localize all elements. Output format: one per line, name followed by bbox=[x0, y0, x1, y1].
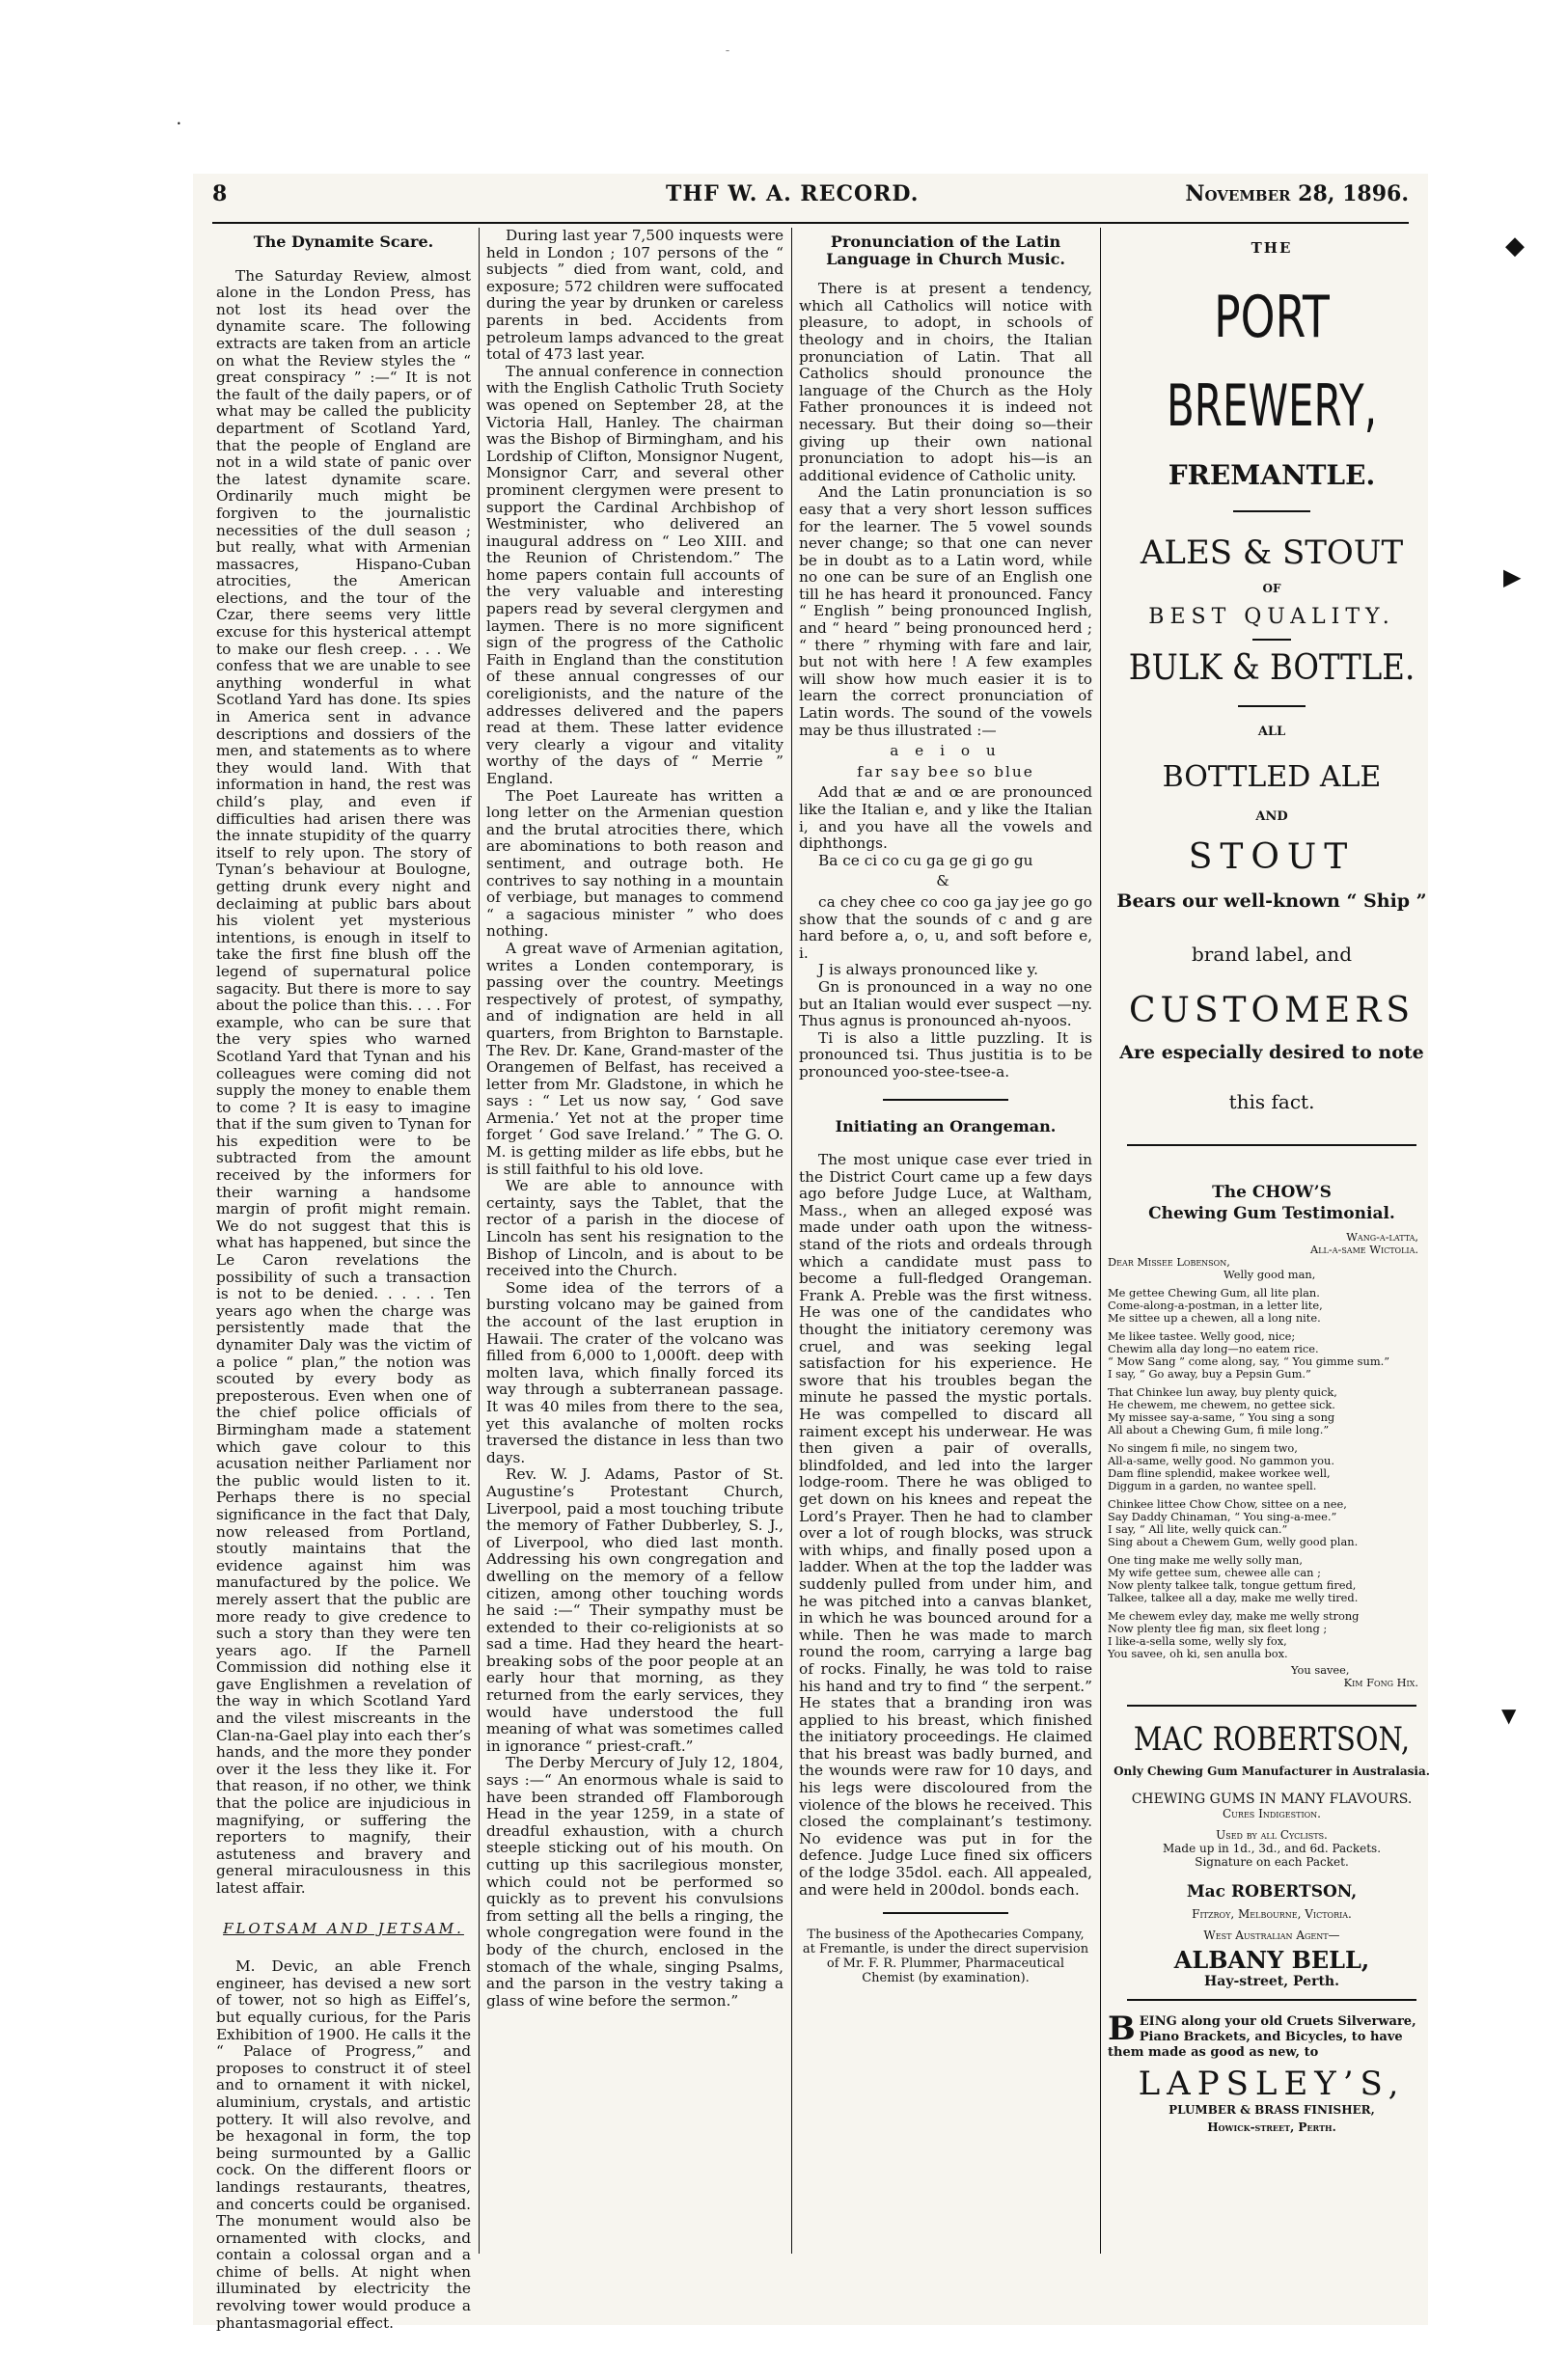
ad-and: AND bbox=[1255, 809, 1288, 824]
ad-divider bbox=[1252, 639, 1291, 641]
ad-separator bbox=[1127, 1144, 1416, 1146]
article-paragraph: The annual conference in connection with the English Catholic Truth Society was opened on September 28, at the Victoria Hall, Hanley. The chairman was the Bishop of Birmingham, and his Lordship of Clifton, Monsignor Nugent, Monsignor Carr, and several other prominent clergymen were present to support the Cardinal Archbishop of Westminister, who delivered an inaugural address on “ Leo XIII. and the Reunion of Christendom.” The home papers contain full accounts of the very valuable and interesting papers read by several clergymen and laymen. There is no more significent sign of the progress of the Catholic Faith in England than the constitution of these annual congresses of our coreligionists, and the nature of the addresses delivered and the papers read at them. These latter evidence very clearly a vigour and vitality worthy of the days of “ Merrie ” England. bbox=[486, 362, 784, 787]
poem-line: Diggum in a garden, no wantee spell. bbox=[1108, 1479, 1317, 1492]
poem-signature: Kim Fong Hix. bbox=[1343, 1676, 1418, 1689]
ad-the: THE bbox=[1251, 239, 1293, 257]
speck-mark: – bbox=[726, 46, 729, 55]
ad-brand-label: brand label, and bbox=[1191, 943, 1352, 966]
ad-best-quality: BEST QUALITY. bbox=[1148, 605, 1395, 629]
ad-agent: West Australian Agent— bbox=[1203, 1929, 1340, 1942]
poem-line: Chinkee littee Chow Chow, sittee on a nee, bbox=[1108, 1497, 1347, 1511]
poem-line: My wife gettee sum, chewee alle can ; bbox=[1108, 1566, 1321, 1579]
syllable-line: Ba ce ci co cu ga ge gi go gu bbox=[818, 851, 1033, 869]
business-notice: The business of the Apothecaries Company, at Fremantle, is under the direct supervision of Mr. F. R. Plummer, Pharmaceutical Chemist (by examination). bbox=[802, 1928, 1089, 1986]
ampersand: & bbox=[936, 872, 955, 890]
poem-line: Dam fline splendid, makee workee well, bbox=[1108, 1466, 1331, 1480]
article-paragraph: Ti is also a little puzzling. It is pronounced tsi. Thus justitia is to be pronounced yoo-stee-tsee-a. bbox=[799, 1028, 1092, 1081]
article-heading: Pronunciation of the Latin Language in Church Music. bbox=[826, 233, 1065, 268]
ad-chewing-gums: CHEWING GUMS IN MANY FLAVOURS. bbox=[1131, 1792, 1413, 1807]
drop-cap: B bbox=[1108, 2010, 1136, 2048]
speck-mark: • bbox=[177, 120, 181, 128]
poem-line: My missee say-a-same, “ You sing a song bbox=[1108, 1410, 1335, 1424]
article-heading: The Dynamite Scare. bbox=[253, 233, 434, 251]
testimonial-poem bbox=[1108, 1231, 1436, 1689]
poem-line: One ting make me welly solly man, bbox=[1108, 1553, 1303, 1567]
column-2 bbox=[486, 228, 784, 2273]
poem-stanza bbox=[1108, 1610, 1436, 1660]
ad-chow-title: The CHOW’S bbox=[1212, 1183, 1332, 1202]
poem-stanza bbox=[1108, 1330, 1436, 1381]
ad-signature-each: Signature on each Packet. bbox=[1195, 1855, 1349, 1869]
column-rule bbox=[791, 228, 792, 2254]
vowel-list: a e i o u bbox=[890, 742, 1002, 760]
column-rule bbox=[479, 228, 480, 2254]
section-divider bbox=[883, 1099, 1008, 1101]
ad-being-text: EING along your old Cruets Silverware, Piano Brackets, and Bicycles, to have them made as good as new, to bbox=[1108, 2014, 1416, 2060]
issue-date: November 28, 1896. bbox=[1185, 181, 1409, 206]
poem-line: Me chewem evley day, make me welly strong bbox=[1108, 1609, 1360, 1623]
poem-line: All-a-same, welly good. No gammon you. bbox=[1108, 1454, 1334, 1467]
ad-divider bbox=[1233, 510, 1310, 512]
ad-chow-subtitle: Chewing Gum Testimonial. bbox=[1148, 1204, 1395, 1223]
vowel-sounds: far say bee so blue bbox=[857, 762, 1034, 780]
ad-bulk-bottle: BULK & BOTTLE. bbox=[1128, 648, 1416, 688]
binding-mark: ▶ bbox=[1503, 563, 1522, 590]
article-paragraph: Some idea of the terrors of a bursting volcano may be gained from the account of the last eruption in Hawaii. The crater of the volcano was filled from 6,000 to 1,000ft. deep with molten lava, which finally forced its way through a subterranean passage. It was 40 miles from there to the sea, yet this avalanche of molten rocks traversed the distance in less than two days. bbox=[486, 1278, 784, 1466]
poem-line: No singem fi mile, no singem two, bbox=[1108, 1441, 1298, 1455]
ad-plumber: PLUMBER & BRASS FINISHER, bbox=[1168, 2103, 1375, 2117]
ad-brewery: BREWERY, bbox=[1166, 372, 1378, 440]
letter-place: All-a-same Wictolia. bbox=[1310, 1243, 1418, 1256]
poem-line: Me gettee Chewing Gum, all lite plan. bbox=[1108, 1286, 1320, 1299]
section-divider bbox=[883, 1912, 1008, 1914]
ad-lapsley: LAPSLEY’S, bbox=[1138, 2065, 1406, 2103]
binding-mark: ▼ bbox=[1501, 1704, 1517, 1727]
ad-fact: this fact. bbox=[1228, 1090, 1315, 1113]
article-paragraph: Add that æ and œ are pronounced like the Italian e, and y like the Italian i, and you have all the vowels and diphthongs. bbox=[799, 783, 1092, 853]
advertisement-column bbox=[1108, 228, 1436, 2134]
binding-mark: ◆ bbox=[1505, 232, 1525, 260]
poem-line: Me sittee up a chewen, all a long nite. bbox=[1108, 1311, 1321, 1325]
poem-line: “ Mow Sang ” come along, say, “ You gimme sum.” bbox=[1108, 1354, 1390, 1368]
ad-used: Used by all Cyclists. bbox=[1216, 1828, 1328, 1842]
ad-mac-robertson-2: Mac ROBERTSON, bbox=[1186, 1882, 1358, 1901]
article-heading: Initiating an Orangeman. bbox=[835, 1116, 1057, 1135]
article-paragraph: And the Latin pronunciation is so easy that a very short lesson suffices for the learner. The 5 vowel sounds never change; so that one can never be in doubt as to a Latin word, while no one can be sure of an English one till he has heard it pronounced. Fancy “ English ” being pronounced Inglish, and “ heard ” being pronounced herd ; “ there ” rhyming with fare and lair, but not with here ! A few examples will show how much easier it is to learn the correct pronunciation of Latin words. The sound of the vowels may be thus illustrated :— bbox=[799, 483, 1092, 739]
poem-stanza bbox=[1108, 1554, 1436, 1604]
poem-line: That Chinkee lun away, buy plenty quick, bbox=[1108, 1385, 1337, 1399]
poem-stanza bbox=[1108, 1287, 1436, 1325]
ad-fremantle: FREMANTLE. bbox=[1168, 459, 1376, 491]
ad-mac-robertson: MAC ROBERTSON, bbox=[1133, 1720, 1411, 1759]
ad-especially: Are especially desired to note bbox=[1119, 1042, 1424, 1063]
poem-stanza bbox=[1108, 1498, 1436, 1548]
salutation-line: Welly good man, bbox=[1223, 1268, 1316, 1281]
article-paragraph: Rev. W. J. Adams, Pastor of St. Augustine’s Protestant Church, Liverpool, paid a most touching tribute the memory of Father Dubberley, S. J., of Liverpool, who died last month. Addressing his own congregation and dwelling on the memory of a fellow citizen, among other touching words he said :—“ Their sympathy must be extended to their co-religionists at so sad a time. Had they heard the heart-breaking sobs of the poor people at an early hour that morning, as they returned from the early services, they would have understood the full meaning of what was sometimes called in ignorance “ priest-craft.” bbox=[486, 1465, 784, 1755]
salutation: Dear Missee Lobenson, bbox=[1108, 1255, 1230, 1269]
poem-line: Talkee, talkee all a day, make me welly tired. bbox=[1108, 1591, 1359, 1604]
column-3 bbox=[799, 228, 1092, 2273]
ad-all: ALL bbox=[1257, 725, 1286, 739]
ad-fitzroy: Fitzroy, Melbourne, Victoria. bbox=[1192, 1907, 1352, 1921]
article-paragraph: During last year 7,500 inquests were held in London ; 107 persons of the “ subjects ” died from want, cold, and exposure; 572 children were suffocated during the year by drunken or careless parents in bed. Accidents from petroleum lamps advanced to the great total of 473 last year. bbox=[486, 227, 784, 364]
ad-being bbox=[1108, 2010, 1436, 2061]
masthead bbox=[212, 181, 1409, 216]
ad-bears: Bears our well-known “ Ship ” bbox=[1116, 890, 1427, 912]
ad-port: PORT bbox=[1214, 284, 1330, 351]
poem-line: Me likee tastee. Welly good, nice; bbox=[1108, 1329, 1296, 1343]
ad-separator bbox=[1127, 1705, 1416, 1707]
poem-closing: You savee, bbox=[1291, 1663, 1350, 1677]
article-paragraph: There is at present a tendency, which all Catholics will notice with pleasure, to adopt, in schools of theology and in choirs, the Italian pronunciation of Latin. That all Catholics should pronounce the language of the Church as the Holy Father pronounces it is indeed not necessary. But their doing so—their giving up their own national pronunciation to adopt his—is an additional evidence of Catholic unity. bbox=[799, 280, 1092, 484]
ad-divider bbox=[1238, 705, 1306, 707]
ad-albany-bell: ALBANY BELL, bbox=[1173, 1946, 1370, 1974]
poem-line: Now plenty tlee fig man, six fleet long ; bbox=[1108, 1622, 1328, 1635]
poem-line: All about a Chewing Gum, fi mile long.” bbox=[1108, 1423, 1330, 1436]
article-paragraph: The Derby Mercury of July 12, 1804, says :—“ An enormous whale is said to have been stranded off Flamborough Head in the year 1259, in a state of dreadful exhaustion, with a church steeple sticking out of his mouth. On cutting up this sacrilegious monster, which could not be performed so quickly as to prevent his convulsions from setting all the bells a ringing, the whole congregation were found in the body of the church, enclosed in the stomach of the whale, singing Psalms, and the parson in the vestry taking a glass of wine before the sermon.” bbox=[486, 1754, 784, 2010]
poem-line: Say Daddy Chinaman, “ You sing-a-mee.” bbox=[1108, 1510, 1337, 1523]
ad-separator bbox=[1127, 1999, 1416, 2001]
section-heading: FLOTSAM AND JETSAM. bbox=[223, 1919, 464, 1937]
ad-made: Made up in 1d., 3d., and 6d. Packets. bbox=[1162, 1842, 1382, 1855]
poem-line: Come-along-a-postman, in a letter lite, bbox=[1108, 1299, 1323, 1312]
header-rule bbox=[212, 222, 1409, 224]
ad-cures: Cures Indigestion. bbox=[1223, 1807, 1321, 1820]
article-paragraph: We are able to announce with certainty, says the Tablet, that the rector of a parish in the diocese of Lincoln has sent his resignation to the Bishop of Lincoln, and is about to be received into the Church. bbox=[486, 1177, 784, 1280]
ad-howick: Howick-street, Perth. bbox=[1207, 2120, 1336, 2134]
ad-hay-street: Hay-street, Perth. bbox=[1204, 1974, 1339, 1989]
ad-stout: STOUT bbox=[1188, 837, 1356, 877]
article-paragraph: The Poet Laureate has written a long letter on the Armenian question and the brutal atrocities there, which are abominations to both reason and sentiment, and outrage both. He contrives to say nothing in a mountain of verbiage, but manages to commend “ a sagacious minister ” who does nothing. bbox=[486, 786, 784, 941]
newspaper-title: THF W. A. RECORD. bbox=[666, 181, 920, 206]
article-paragraph: Gn is pronounced in a way no one but an Italian would ever suspect —ny. Thus agnus is pronounced ah-nyoos. bbox=[799, 977, 1092, 1030]
article-paragraph: The most unique case ever tried in the District Court came up a few days ago before Judge Luce, at Waltham, Mass., when an alleged exposé was made under oath upon the witness-stand of the riots and ordeals through which a candidate must pass to become a full-fledged Orangeman. Frank A. Preble was the first witness. He was one of the candidates who thought the initiatory ceremony was cruel, and was seeking legal satisfaction for his experience. He swore that his troubles began the minute he passed the mystic portals. He was compelled to discard all raiment except his underwear. He was then given a pair of overalls, blindfolded, and led into the larger lodge-room. There he was obliged to get down on his knees and repeat the Lord’s Prayer. Then he had to clamber over a lot of rough blocks, was struck with whips, and finally posed upon a ladder. When at the top the ladder was suddenly pulled from under him, and he was pitched into a canvas blanket, in which he was bounced around for a while. Then he was made to march round the room, carrying a large bag of rocks. Finally, he was told to raise his hand and try to find “ the serpent.” He states that a branding iron was applied to his breast, which finished the initiatory proceedings. He claimed that his breast was badly burned, and the wounds were raw for 10 days, and his legs were discoloured from the violence of the blows he received. This closed the complainant’s testimony. No evidence was put in for the defence. Judge Luce fined six officers of the lodge 35dol. each. All appealed, and were held in 200dol. bonds each. bbox=[799, 1151, 1092, 1899]
article-paragraph: The Saturday Review, almost alone in the London Press, has not lost its head over the dynamite scare. The following extracts are taken from an article on what the Review styles the “ great conspiracy ” :—“ It is not the fault of the daily papers, or of what may be called the publicity department of Scotland Yard, that the people of England are not in a wild state of panic over the latest dynamite scare. Ordinarily much might be forgiven to the journalistic necessities of the dull season ; but really, what with Armenian massacres, Hispano-Cuban atrocities, the American elections, and the tour of the Czar, there seems very little excuse for this hysterical attempt to make our flesh creep. . . . We confess that we are unable to see anything wonderful in what Scotland Yard has done. Its spies in America sent in advance descriptions and dossiers of the men, and statements as to where they would land. With that information in hand, the rest was child’s play, and even if difficulties had arisen there was the innate stupidity of the quarry itself to rely upon. The story of Tynan’s behaviour at Boulogne, getting drunk every night and declaiming at public bars about his violent yet mysterious intentions, is enough in itself to take the first fine blush off the legend of supernatural police sagacity. But there is more to say about the police than this. . . . For example, who can be sure that the very spies who warned Scotland Yard that Tynan and his colleagues were coming did not supply the money to enable them to come ? It is easy to imagine that if the sum given to Tynan for his expedition were to be subtracted from the amount received by the informers for their warning a handsome margin of profit might remain. We do not suggest that this is what has happened, but since the Le Caron revelations the possibility of such a transaction is not to be denied. . . . . Ten years ago when the charge was persistently made that the dynamiter Daly was the victim of a police “ plan,” the notion was scouted by every body as preposterous. Even when one of the chief police officials of Birmingham made a statement which gave colour to this acusation neither Parliament nor the public would listen to it. Perhaps there is no special significance in the fact that Daly, now released from Portland, stoutly maintains that the evidence against him was manufactured by the police. We merely assert that the public are more ready to give credence to such a story than they were ten years ago. If the Parnell Commission did nothing else it gave Englishmen a revelation of the way in which Scotland Yard and the vilest miscreants in the Clan-na-Gael play into each ther’s hands, and the more they ponder over it the less they like it. For that reason, if no other, we think that the police are injudicious in magnifying, or suffering the reporters to magnify, their astuteness and bravery and general miraculousness in this latest affair. bbox=[216, 266, 471, 1897]
poem-line: Chewim alla day long—no eatem rice. bbox=[1108, 1342, 1319, 1355]
poem-line: Sing about a Chewem Gum, welly good plan. bbox=[1108, 1535, 1359, 1548]
ad-of: OF bbox=[1262, 582, 1281, 595]
ad-ales-stout: ALES & STOUT bbox=[1140, 533, 1404, 572]
article-paragraph: A great wave of Armenian agitation, writes a Londen contemporary, is passing over the country. Meetings respectively of protest, of sympathy, and of indignation are held in all quarters, from Brighton to Barnstaple. The Rev. Dr. Kane, Grand-master of the Orangemen of Belfast, has received a letter from Mr. Gladstone, in which he says : “ Let us now say, ‘ God save Armenia.’ Yet not at the proper time forget ‘ God save Ireland.’ ” The G. O. M. is getting milder as life ebbs, but he is still faithful to his old love. bbox=[486, 939, 784, 1178]
column-1 bbox=[216, 228, 471, 2332]
article-paragraph: M. Devic, an able French engineer, has devised a new sort of tower, not so high as Eiffel’s, but equally curious, for the Paris Exhibition of 1900. He calls it the “ Palace of Progress,” and proposes to construct it of steel and to ornament it with nickel, aluminium, crystals, and artistic pottery. It will also revolve, and be hexagonal in form, the top being surmounted by a Gallic cock. On the different floors or landings restaurants, theatres, and concerts could be organised. The monument would also be ornamented with clocks, and contain a colossal organ and a chime of bells. At night when illuminated by electricity the revolving tower would produce a phantasmagorial effect. bbox=[216, 1957, 471, 2332]
ad-customers: CUSTOMERS bbox=[1129, 991, 1415, 1030]
poem-stanza bbox=[1108, 1386, 1436, 1436]
poem-line: You savee, oh ki, sen anulla box. bbox=[1108, 1647, 1288, 1660]
poem-stanza bbox=[1108, 1442, 1436, 1492]
page-number: 8 bbox=[212, 181, 228, 206]
poem-line: He chewem, me chewem, no gettee sick. bbox=[1108, 1398, 1335, 1411]
poem-line: I say, “ All lite, welly quick can.” bbox=[1108, 1522, 1288, 1536]
syllable-line: ca chey chee co coo ga jay jee go go show that the sounds of c and g are hard before a, o, u, and soft before e, i. bbox=[799, 892, 1092, 962]
left-margin bbox=[0, 0, 193, 2380]
article-paragraph: J is always pronounced like y. bbox=[818, 961, 1038, 979]
column-rule bbox=[1100, 228, 1101, 2254]
poem-line: Now plenty talkee talk, tongue gettum fired, bbox=[1108, 1578, 1357, 1592]
letter-place: Wang-a-latta, bbox=[1346, 1230, 1418, 1244]
poem-line: I like-a-sella some, welly sly fox, bbox=[1108, 1634, 1287, 1648]
poem-line: I say, “ Go away, buy a Pepsin Gum.” bbox=[1108, 1367, 1311, 1381]
ad-only-manufacturer: Only Chewing Gum Manufacturer in Australasia. bbox=[1113, 1764, 1430, 1778]
ad-bottled-ale: BOTTLED ALE bbox=[1162, 760, 1382, 794]
